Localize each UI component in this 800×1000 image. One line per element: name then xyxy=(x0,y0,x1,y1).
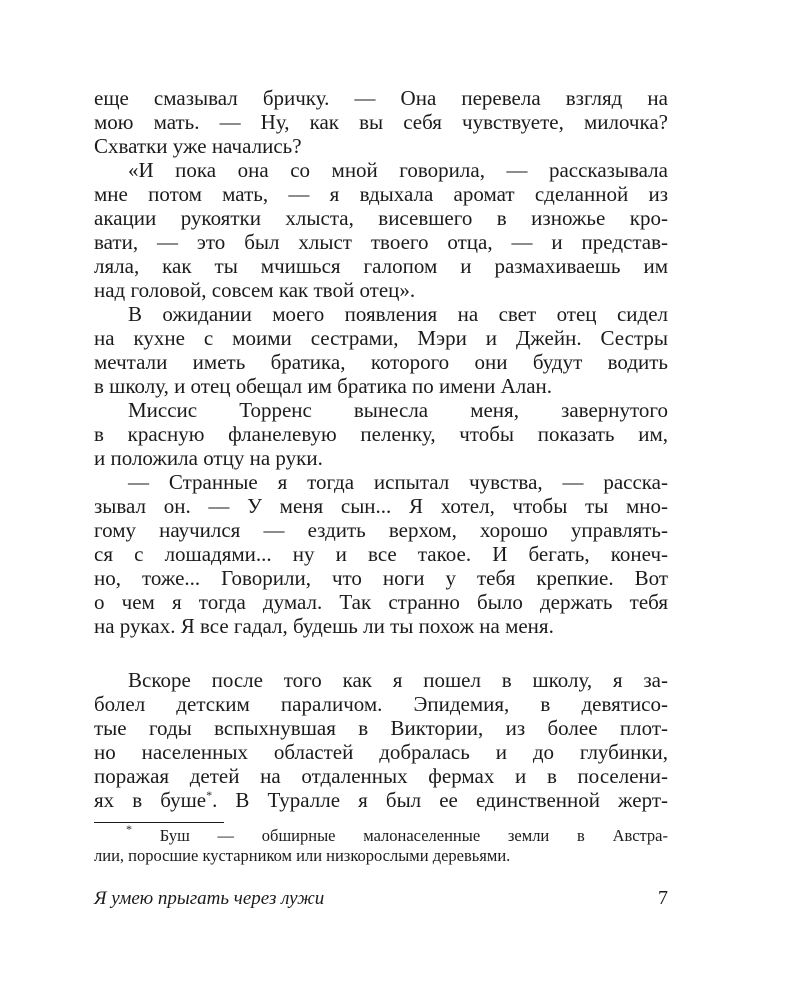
body-line: акации рукоятки хлыста, висевшего в изножье кро- xyxy=(94,206,668,230)
body-line: над головой, совсем как твой отец». xyxy=(94,278,416,302)
footnote-reference[interactable]: * xyxy=(206,788,213,802)
body-line: болел детским параличом. Эпидемия, в девятисо- xyxy=(94,692,668,716)
body-line: ляла, как ты мчишься галопом и размахиваешь им xyxy=(94,254,668,278)
body-line: вати, — это был хлыст твоего отца, — и представ- xyxy=(94,230,668,254)
body-line: мне потом мать, — я вдыхала аромат сделанной из xyxy=(94,182,668,206)
body-line: еще смазывал бричку. — Она перевела взгляд на xyxy=(94,86,668,110)
body-line: на руках. Я все гадал, будешь ли ты похож на меня. xyxy=(94,614,554,638)
footnote-divider xyxy=(94,822,224,823)
body-line: «И пока она со мной говорила, — рассказывала xyxy=(128,158,668,182)
body-line: мечтали иметь братика, которого они будут водить xyxy=(94,350,668,374)
body-line-with-footnote-ref xyxy=(94,788,668,812)
footnote-line xyxy=(126,822,668,846)
page-number: 7 xyxy=(658,887,668,909)
body-line: о чем я тогда думал. Так странно было держать тебя xyxy=(94,590,668,614)
body-text: . В Туралле я был ее единственной жерт- xyxy=(212,788,668,812)
body-line: — Странные я тогда испытал чувства, — расска- xyxy=(128,470,668,494)
body-line: мою мать. — Ну, как вы себя чувствуете, милочка? xyxy=(94,110,668,134)
footnote-text: Буш — обширные малонаселенные земли в Австра- xyxy=(132,826,668,845)
body-line: но, тоже... Говорили, что ноги у тебя крепкие. Вот xyxy=(94,566,668,590)
footnote-marker: * xyxy=(126,822,132,836)
body-line: гому научился — ездить верхом, хорошо управлять- xyxy=(94,518,668,542)
body-text: ях в буше xyxy=(94,788,207,812)
body-line: зывал он. — У меня сын... Я хотел, чтобы ты мно- xyxy=(94,494,668,518)
running-footer-title: Я умею прыгать через лужи xyxy=(94,888,325,909)
body-line: но населенных областей добралась и до глубинки, xyxy=(94,740,668,764)
body-line: в школу, и отец обещал им братика по имени Алан. xyxy=(94,374,553,398)
body-line: поражая детей на отдаленных фермах и в поселени- xyxy=(94,764,668,788)
body-line: В ожидании моего появления на свет отец сидел xyxy=(128,302,668,326)
body-line: в красную фланелевую пеленку, чтобы показать им, xyxy=(94,422,668,446)
body-line: на кухне с моими сестрами, Мэри и Джейн. Сестры xyxy=(94,326,668,350)
body-line: тые годы вспыхнувшая в Виктории, из более плот- xyxy=(94,716,668,740)
body-line: Схватки уже начались? xyxy=(94,134,302,158)
body-line: ся с лошадями... ну и все такое. И бегать, конеч- xyxy=(94,542,668,566)
body-line: и положила отцу на руки. xyxy=(94,446,323,470)
body-line: Миссис Торренс вынесла меня, завернутого xyxy=(128,398,668,422)
footnote-line: лии, поросшие кустарником или низкорослыми деревьями. xyxy=(94,846,511,865)
body-line: Вскоре после того как я пошел в школу, я за- xyxy=(128,668,668,692)
